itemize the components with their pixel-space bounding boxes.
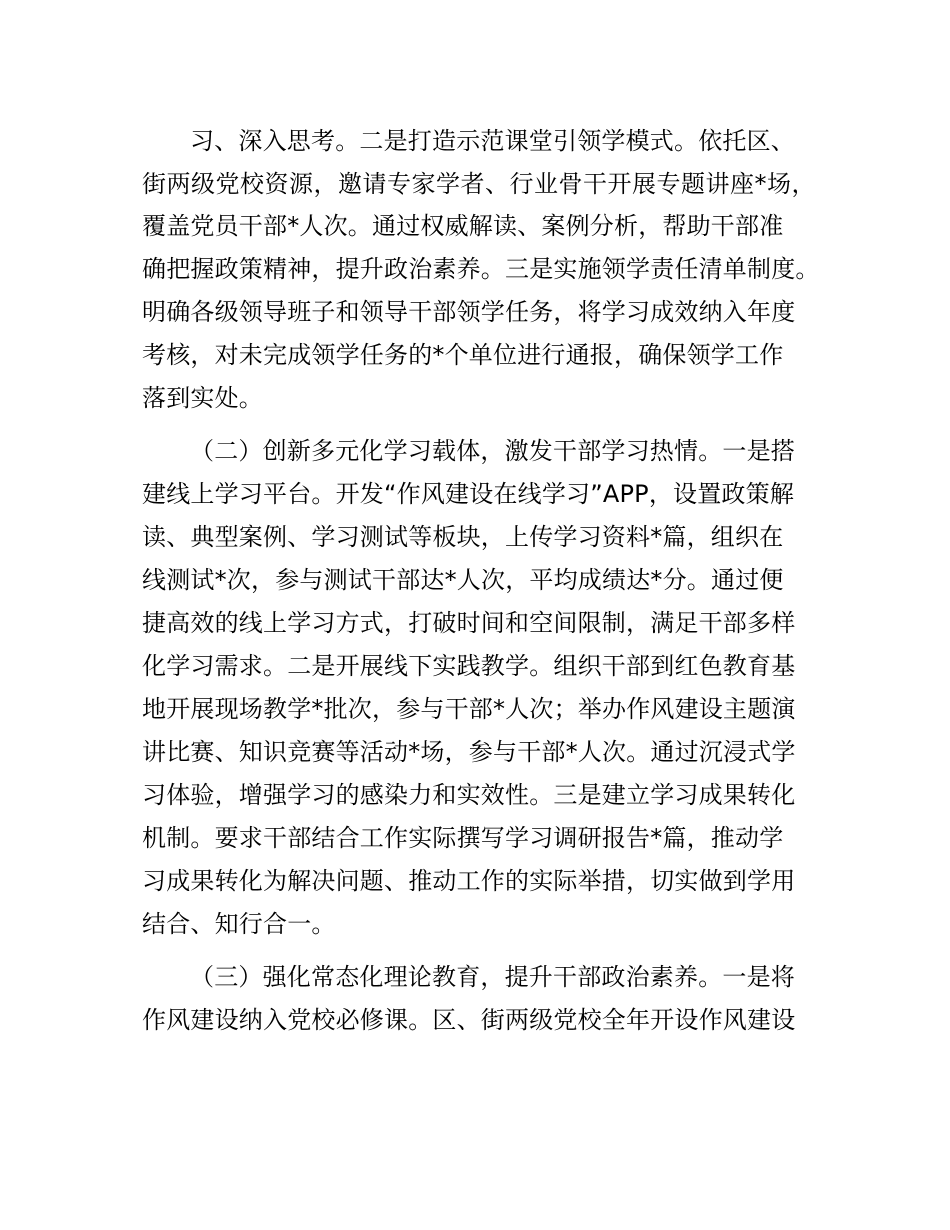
text-line-2: 街两级党校资源，邀请专家学者、行业骨干开展专题讲座*场， xyxy=(142,170,816,198)
text-line-20: （三）强化常态化理论教育，提升干部政治素养。一是将 xyxy=(190,963,795,991)
text-line-21: 作风建设纳入党校必修课。区、街两级党校全年开设作风建设 xyxy=(142,1006,796,1034)
text-line-18: 习成果转化为解决问题、推动工作的实际举措，切实做到学用 xyxy=(142,867,796,895)
text-line-9: 建线上学习平台。开发“作风建设在线学习”APP，设置政策解 xyxy=(142,480,795,508)
text-line-5: 明确各级领导班子和领导干部领学任务，将学习成效纳入年度 xyxy=(142,298,796,326)
text-line-16: 习体验，增强学习的感染力和实效性。三是建立学习成果转化 xyxy=(142,781,796,809)
text-line-17: 机制。要求干部结合工作实际撰写学习调研报告*篇，推动学 xyxy=(142,824,784,852)
text-line-11: 线测试*次，参与测试干部达*人次，平均成绩达*分。通过便 xyxy=(142,566,784,594)
text-line-13: 化学习需求。二是开展线下实践教学。组织干部到红色教育基 xyxy=(142,652,796,680)
text-line-1: 习、深入思考。二是打造示范课堂引领学模式。依托区、 xyxy=(190,127,795,155)
text-line-7: 落到实处。 xyxy=(142,384,263,412)
text-line-4: 确把握政策精神，提升政治素养。三是实施领学责任清单制度。 xyxy=(142,255,820,283)
text-line-8: （二）创新多元化学习载体，激发干部学习热情。一是搭 xyxy=(190,437,795,465)
text-line-10: 读、典型案例、学习测试等板块，上传学习资料*篇，组织在 xyxy=(142,523,784,551)
text-line-3: 覆盖党员干部*人次。通过权威解读、案例分析，帮助干部准 xyxy=(142,212,784,240)
text-line-14: 地开展现场教学*批次，参与干部*人次；举办作风建设主题演 xyxy=(142,695,796,723)
text-line-15: 讲比赛、知识竞赛等活动*场，参与干部*人次。通过沉浸式学 xyxy=(142,738,796,766)
text-line-19: 结合、知行合一。 xyxy=(142,910,336,938)
text-line-12: 捷高效的线上学习方式，打破时间和空间限制，满足干部多样 xyxy=(142,609,796,637)
text-line-6: 考核，对未完成领学任务的*个单位进行通报，确保领学工作 xyxy=(142,341,784,369)
